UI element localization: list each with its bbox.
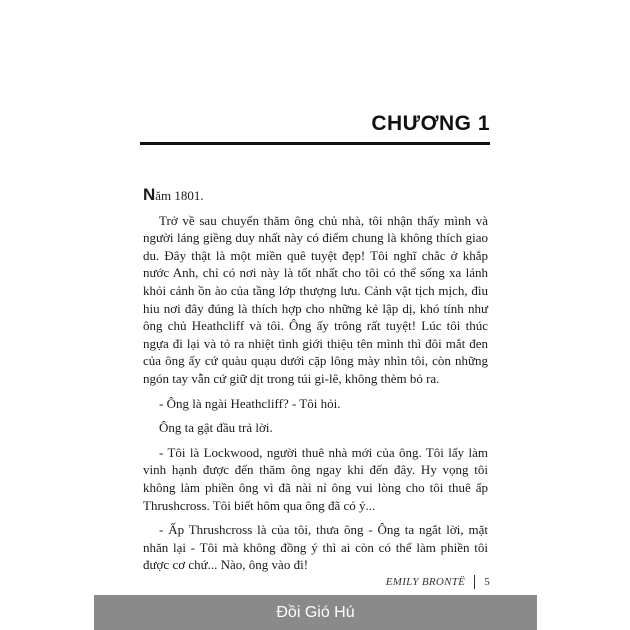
footer-separator [474, 575, 475, 589]
paragraph: Trở về sau chuyến thăm ông chủ nhà, tôi nhận thấy mình và người láng giềng duy nhất này có điểm chung là không thích giao du. Đây thật là một miền quê tuyệt đẹp! Tôi nghĩ chắc ở khắp nước Anh, chỉ có nơi này là tốt nhất cho tôi có thể sống xa lánh khỏi cảnh ồn ào của tầng lớp thượng lưu. Cảnh vật tịch mịch, đìu hiu nơi đây đúng là thích hợp cho những kẻ lập dị, khó tính như ông chủ Heathcliff và tôi. Ông ấy trông rất tuyệt! Lúc tôi thúc ngựa đi lại và tỏ ra nhiệt tình giới thiệu tên mình thì đôi mắt đen của ông ấy cứ quàu quạu dưới cặp lông mày nhìn tôi, còn những ngón tay vẫn cứ giữ dịt trong túi gi-lê, không thèm bỏ ra. [143, 212, 488, 386]
chapter-divider [140, 142, 490, 145]
paragraph: - Tôi là Lockwood, người thuê nhà mới của ông. Tôi lấy làm vinh hạnh được đến thăm ông ngay khi đến đây. Hy vọng tôi không làm phiền ông vì đã nài nỉ ông vui lòng cho tôi thuê ấp Thrushcross. Tôi biết hôm qua ông đã có ý... [143, 444, 488, 513]
drop-cap: N [143, 185, 156, 204]
paragraph: - Ông là ngài Heathcliff? - Tôi hỏi. [159, 395, 341, 411]
opening-text: ăm 1801. [155, 188, 204, 203]
footer-author: EMILY BRONTË [385, 576, 466, 588]
page-number: 5 [484, 576, 490, 588]
paragraph: Ông ta gật đầu trả lời. [159, 420, 273, 436]
book-title-banner: Đồi Gió Hú [94, 595, 537, 630]
page-footer [386, 575, 490, 589]
chapter-body [143, 186, 488, 581]
opening-paragraph [143, 186, 488, 205]
chapter-title: CHƯƠNG 1 [371, 112, 490, 135]
paragraph: - Ấp Thrushcross là của tôi, thưa ông - Ông ta ngắt lời, mặt nhăn lại - Tôi mà không đồng ý thì ai còn có thể làm phiền tôi được cơ chứ... Nào, ông vào đi! [143, 522, 488, 573]
